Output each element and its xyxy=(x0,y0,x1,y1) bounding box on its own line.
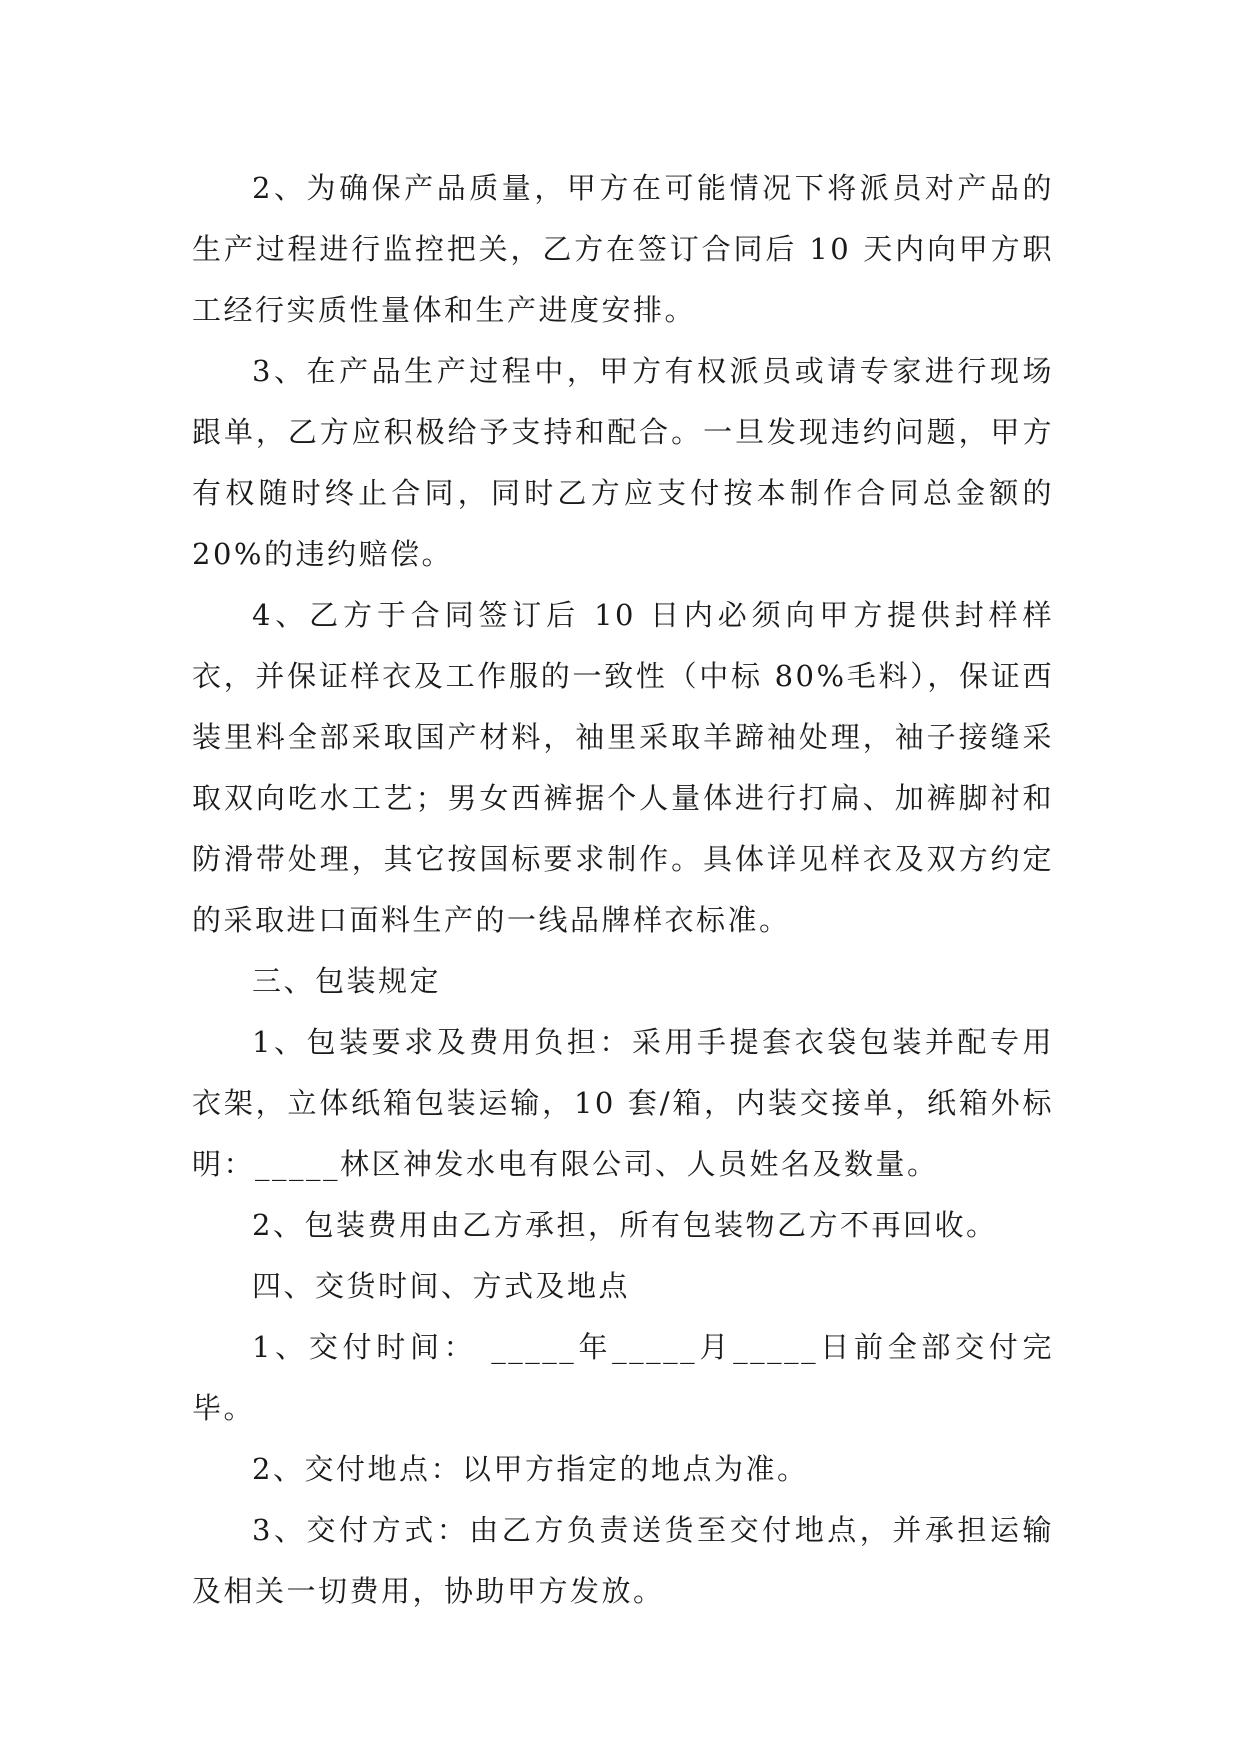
paragraph-quality-supervision: 2、为确保产品质量，甲方在可能情况下将派员对产品的生产过程进行监控把关，乙方在签订合同后 10 天内向甲方职工经行实质性量体和生产进度安排。 xyxy=(192,171,1054,327)
paragraph-delivery-location: 2、交付地点：以甲方指定的地点为准。 xyxy=(252,1452,809,1486)
section-heading-delivery: 四、交货时间、方式及地点 xyxy=(252,1269,631,1303)
paragraph-packaging-requirements: 1、包装要求及费用负担：采用手提套衣袋包装并配专用衣架，立体纸箱包装运输，10 套/箱，内装交接单，纸箱外标明：_____林区神发水电有限公司、人员姓名及数量。 xyxy=(192,1025,1054,1181)
paragraph-packaging-cost: 2、包装费用由乙方承担，所有包装物乙方不再回收。 xyxy=(252,1208,998,1242)
paragraph-delivery-method: 3、交付方式：由乙方负责送货至交付地点，并承担运输及相关一切费用，协助甲方发放。 xyxy=(192,1513,1054,1608)
section-heading-packaging: 三、包装规定 xyxy=(252,964,442,998)
paragraph-onsite-inspection: 3、在产品生产过程中，甲方有权派员或请专家进行现场跟单，乙方应积极给予支持和配合。一旦发现违约问题，甲方有权随时终止合同，同时乙方应支付按本制作合同总金额的 20%的违约赔偿。 xyxy=(192,354,1054,571)
paragraph-delivery-time: 1、交付时间： _____年_____月_____日前全部交付完毕。 xyxy=(192,1330,1054,1425)
document-body xyxy=(192,158,1054,1622)
paragraph-sample-garment: 4、乙方于合同签订后 10 日内必须向甲方提供封样样衣，并保证样衣及工作服的一致性（中标 80%毛料），保证西装里料全部采取国产材料，袖里采取羊蹄袖处理，袖子接缝采取双向吃水工艺；男女西裤据个人量体进行打扁、加裤脚衬和防滑带处理，其它按国标要求制作。具体详见样衣及双方约定的采取进口面料生产的一线品牌样衣标准。 xyxy=(192,598,1054,937)
